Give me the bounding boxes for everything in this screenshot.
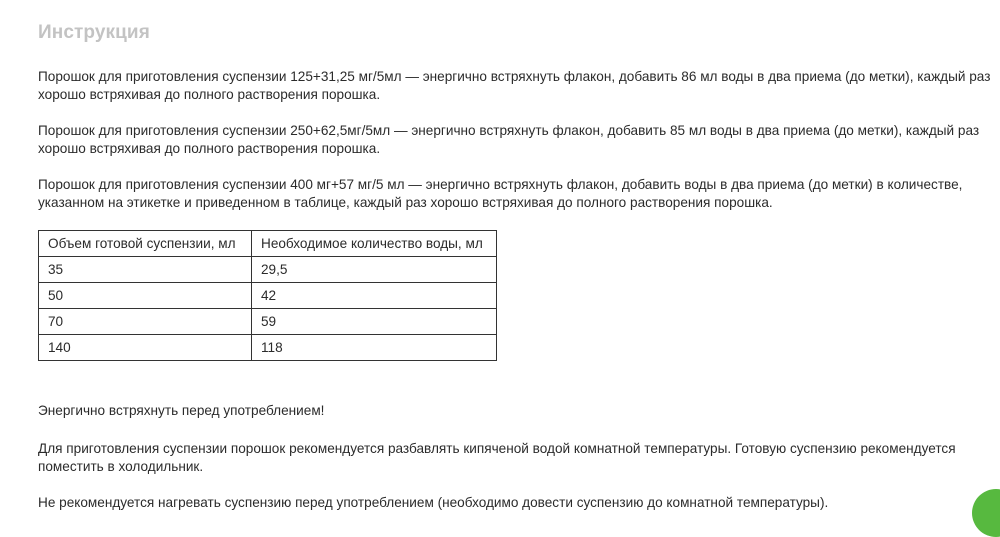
- water-volume-table: [38, 230, 497, 361]
- table-cell: 35: [39, 257, 252, 283]
- table-header-cell: Необходимое количество воды, мл: [252, 231, 497, 257]
- table-row: [39, 283, 497, 309]
- table-row: [39, 257, 497, 283]
- table-cell: 59: [252, 309, 497, 335]
- table-cell: 118: [252, 335, 497, 361]
- table-cell: 140: [39, 335, 252, 361]
- paragraph-heating: Не рекомендуется нагревать суспензию перед употреблением (необходимо довести суспензию до комнатной температуры).: [38, 495, 829, 510]
- section-heading: Инструкция: [38, 22, 150, 43]
- paragraph-dosage-250: Порошок для приготовления суспензии 250+62,5мг/5мл — энергично встряхнуть флакон, добавить 85 мл воды в два приема (до метки), каждый раз хорошо встряхивая до полного растворения порошка.: [38, 123, 980, 156]
- table-header-row: [39, 231, 497, 257]
- table-row: [39, 309, 497, 335]
- table-header-cell: Объем готовой суспензии, мл: [39, 231, 252, 257]
- paragraph-dosage-125: Порошок для приготовления суспензии 125+31,25 мг/5мл — энергично встряхнуть флакон, добавить 86 мл воды в два приема (до метки), каждый раз хорошо встряхивая до полного растворения порошка.: [38, 69, 991, 102]
- table-cell: 42: [252, 283, 497, 309]
- table-cell: 50: [39, 283, 252, 309]
- paragraph-preparation: Для приготовления суспензии порошок рекомендуется разбавлять кипяченой водой комнатной температуры. Готовую суспензию рекомендуется поместить в холодильник.: [38, 441, 956, 474]
- table-cell: 29,5: [252, 257, 497, 283]
- paragraph-shake-warning: Энергично встряхнуть перед употреблением!: [38, 403, 325, 418]
- table-row: [39, 335, 497, 361]
- cropped-previous-text-line: [38, 0, 558, 4]
- table-cell: 70: [39, 309, 252, 335]
- paragraph-dosage-400: Порошок для приготовления суспензии 400 мг+57 мг/5 мл — энергично встряхнуть флакон, добавить воды в два приема (до метки) в количестве, указанном на этикетке и приведенном в таблице, каждый раз хорошо встряхивая до полного растворения порошка.: [38, 177, 963, 210]
